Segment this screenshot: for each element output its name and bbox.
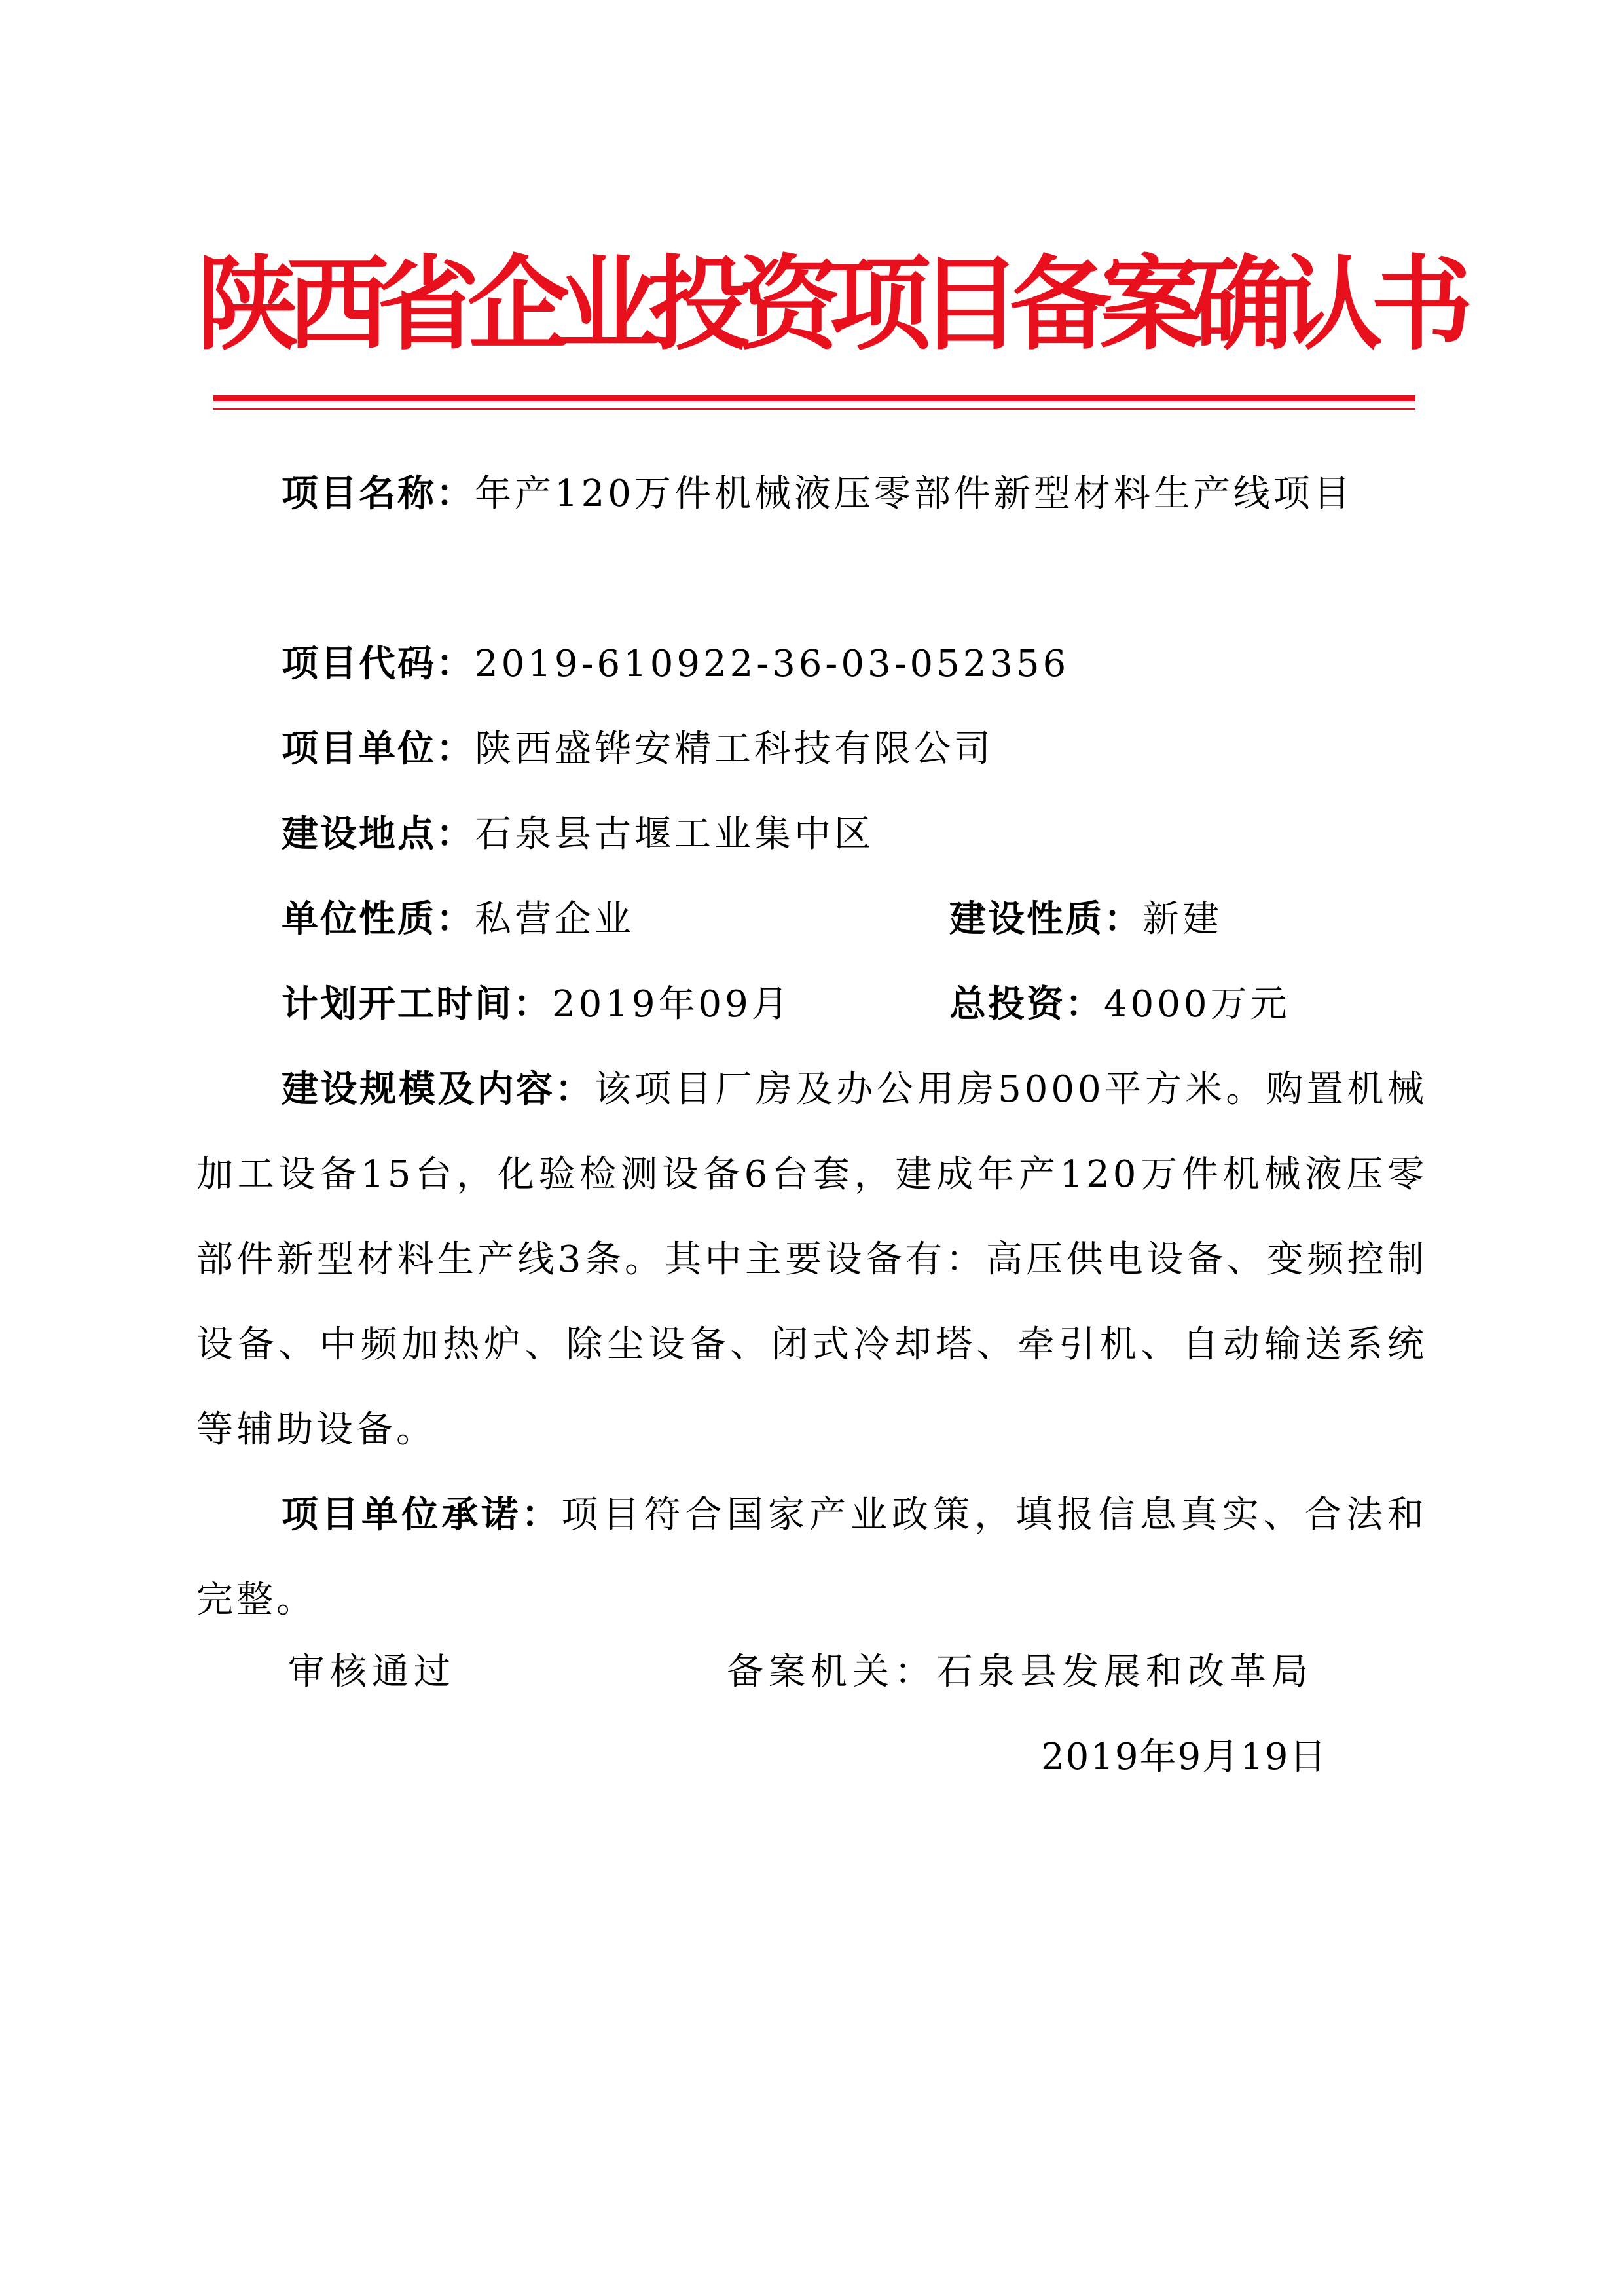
total-investment-value: 4000万元 [1104, 983, 1290, 1026]
project-code-label: 项目代码： [282, 643, 475, 685]
build-nature-label: 建设性质： [949, 898, 1142, 941]
project-unit-row [282, 707, 994, 792]
start-time-value: 2019年09月 [552, 983, 792, 1026]
location-value: 石泉县古堰工业集中区 [475, 813, 874, 855]
project-name-row [196, 452, 1427, 537]
location-label: 建设地点： [282, 813, 475, 855]
build-nature-value: 新建 [1142, 898, 1222, 941]
commitment-value: 项目符合国家产业政策，填报信息真实、合法和完整。 [196, 1494, 1428, 1621]
commitment-label: 项目单位承诺： [282, 1494, 562, 1536]
project-code-row [282, 622, 1069, 707]
project-name-value: 年产120万件机械液压零部件新型材料生产线项目 [475, 473, 1353, 515]
build-nature-row [949, 877, 1222, 962]
filing-authority-value: 石泉县发展和改革局 [936, 1651, 1313, 1693]
page-title: 陕西省企业投资项目备案确认书 [196, 244, 1461, 364]
start-time-row [282, 962, 792, 1047]
unit-nature-label: 单位性质： [282, 898, 475, 941]
unit-nature-value: 私营企业 [475, 898, 634, 941]
location-row [282, 792, 874, 877]
project-unit-value: 陕西盛铧安精工科技有限公司 [475, 728, 994, 770]
scale-content-label: 建设规模及内容： [282, 1068, 594, 1111]
filing-date: 2019年9月19日 [1041, 1736, 1328, 1778]
unit-nature-row [282, 877, 634, 962]
filing-authority-label: 备案机关： [727, 1651, 936, 1693]
title-divider-thick [213, 395, 1415, 401]
commitment-paragraph [196, 1473, 1427, 1643]
review-status: 审核通过 [288, 1651, 456, 1693]
scale-content-paragraph [196, 1047, 1427, 1473]
total-investment-label: 总投资： [949, 983, 1104, 1026]
project-code-value: 2019-610922-36-03-052356 [475, 643, 1070, 685]
filing-authority [727, 1630, 1313, 1715]
title-divider-thin [213, 408, 1415, 410]
project-unit-label: 项目单位： [282, 728, 475, 770]
project-name-label: 项目名称： [282, 473, 475, 515]
start-time-label: 计划开工时间： [282, 983, 552, 1026]
total-investment-row [949, 962, 1290, 1047]
scale-content-value: 该项目厂房及办公用房5000平方米。购置机械加工设备15台，化验检测设备6台套，建成年产120万件机械液压零部件新型材料生产线3条。其中主要设备有：高压供电设备、变频控制设备、中频加热炉、除尘设备、闭式冷却塔、牵引机、自动输送系统等辅助设备。 [196, 1068, 1428, 1451]
